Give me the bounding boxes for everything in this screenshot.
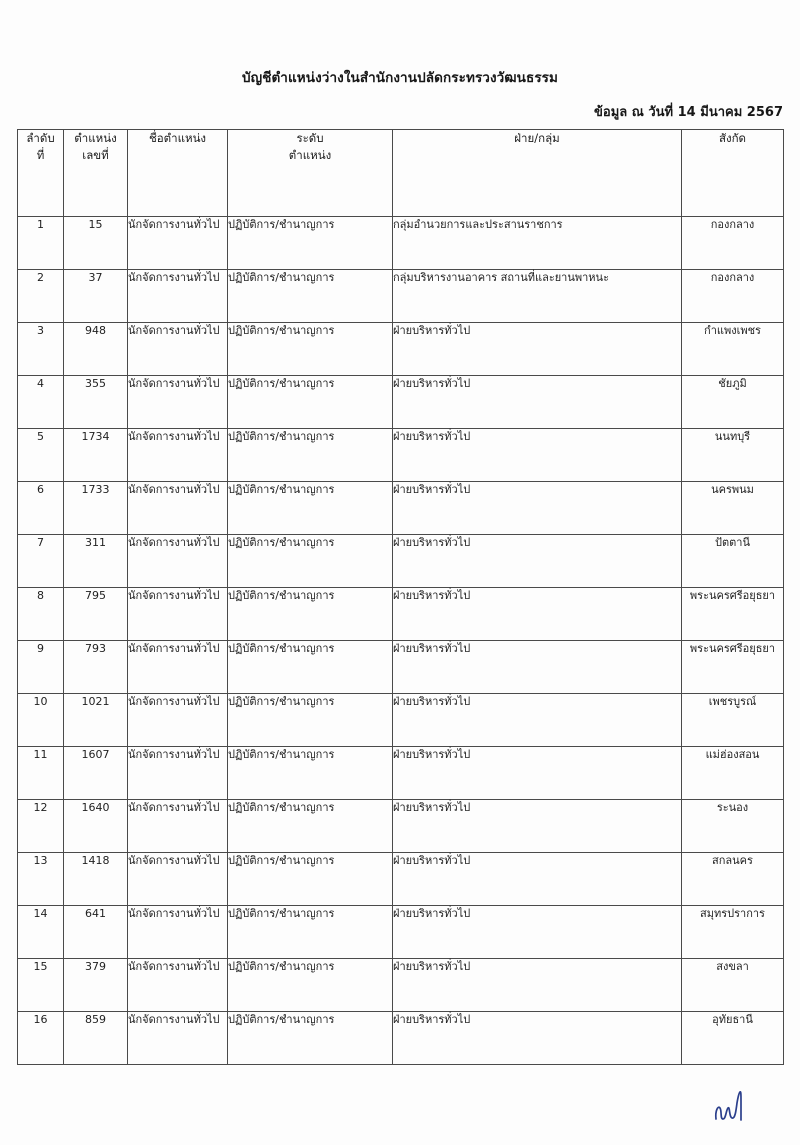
- table-row: [18, 270, 784, 323]
- cell-level: ปฏิบัติการ/ชำนาญการ: [228, 800, 393, 853]
- cell-position-number: 311: [64, 535, 128, 588]
- table-body: [18, 217, 784, 1065]
- cell-affiliation: แม่ฮ่องสอน: [682, 747, 784, 800]
- cell-position-name: นักจัดการงานทั่วไป: [128, 1012, 228, 1065]
- cell-sequence: 6: [18, 482, 64, 535]
- cell-sequence: 9: [18, 641, 64, 694]
- cell-affiliation: กองกลาง: [682, 217, 784, 270]
- cell-level: ปฏิบัติการ/ชำนาญการ: [228, 959, 393, 1012]
- table-row: [18, 429, 784, 482]
- cell-position-number: 948: [64, 323, 128, 376]
- cell-affiliation: ระนอง: [682, 800, 784, 853]
- cell-level: ปฏิบัติการ/ชำนาญการ: [228, 694, 393, 747]
- cell-level: ปฏิบัติการ/ชำนาญการ: [228, 482, 393, 535]
- cell-affiliation: สงขลา: [682, 959, 784, 1012]
- cell-sequence: 12: [18, 800, 64, 853]
- table-row: [18, 323, 784, 376]
- cell-affiliation: นนทบุรี: [682, 429, 784, 482]
- cell-level: ปฏิบัติการ/ชำนาญการ: [228, 535, 393, 588]
- cell-division-group: ฝ่ายบริหารทั่วไป: [393, 535, 682, 588]
- cell-sequence: 8: [18, 588, 64, 641]
- table-header: [18, 130, 784, 217]
- cell-level: ปฏิบัติการ/ชำนาญการ: [228, 217, 393, 270]
- cell-division-group: ฝ่ายบริหารทั่วไป: [393, 853, 682, 906]
- cell-position-number: 793: [64, 641, 128, 694]
- cell-position-name: นักจัดการงานทั่วไป: [128, 376, 228, 429]
- cell-level: ปฏิบัติการ/ชำนาญการ: [228, 853, 393, 906]
- cell-affiliation: พระนครศรีอยุธยา: [682, 588, 784, 641]
- cell-level: ปฏิบัติการ/ชำนาญการ: [228, 429, 393, 482]
- cell-division-group: กลุ่มอำนวยการและประสานราชการ: [393, 217, 682, 270]
- cell-division-group: ฝ่ายบริหารทั่วไป: [393, 323, 682, 376]
- cell-position-name: นักจัดการงานทั่วไป: [128, 747, 228, 800]
- cell-sequence: 4: [18, 376, 64, 429]
- cell-position-name: นักจัดการงานทั่วไป: [128, 959, 228, 1012]
- cell-sequence: 2: [18, 270, 64, 323]
- table-row: [18, 376, 784, 429]
- table-row: [18, 853, 784, 906]
- cell-position-number: 355: [64, 376, 128, 429]
- table-header-row: [18, 130, 784, 217]
- cell-affiliation: นครพนม: [682, 482, 784, 535]
- cell-position-name: นักจัดการงานทั่วไป: [128, 270, 228, 323]
- table-row: [18, 641, 784, 694]
- cell-sequence: 11: [18, 747, 64, 800]
- cell-sequence: 15: [18, 959, 64, 1012]
- cell-division-group: ฝ่ายบริหารทั่วไป: [393, 429, 682, 482]
- cell-position-name: นักจัดการงานทั่วไป: [128, 588, 228, 641]
- cell-division-group: ฝ่ายบริหารทั่วไป: [393, 482, 682, 535]
- cell-division-group: ฝ่ายบริหารทั่วไป: [393, 1012, 682, 1065]
- cell-affiliation: อุทัยธานี: [682, 1012, 784, 1065]
- table-row: [18, 1012, 784, 1065]
- column-header-level: [228, 130, 393, 217]
- vacancy-table: [17, 129, 784, 1065]
- column-header-division-group: ฝ่าย/กลุ่ม: [393, 130, 682, 217]
- cell-sequence: 3: [18, 323, 64, 376]
- table-row: [18, 906, 784, 959]
- cell-position-name: นักจัดการงานทั่วไป: [128, 906, 228, 959]
- column-header-position-number-line2: เลขที่: [82, 148, 109, 162]
- table-row: [18, 588, 784, 641]
- cell-affiliation: ปัตตานี: [682, 535, 784, 588]
- column-header-affiliation: สังกัด: [682, 130, 784, 217]
- cell-position-number: 1021: [64, 694, 128, 747]
- cell-position-number: 379: [64, 959, 128, 1012]
- cell-affiliation: พระนครศรีอยุธยา: [682, 641, 784, 694]
- cell-position-number: 37: [64, 270, 128, 323]
- table-row: [18, 800, 784, 853]
- cell-position-name: นักจัดการงานทั่วไป: [128, 535, 228, 588]
- cell-affiliation: เพชรบูรณ์: [682, 694, 784, 747]
- cell-position-name: นักจัดการงานทั่วไป: [128, 694, 228, 747]
- cell-position-name: นักจัดการงานทั่วไป: [128, 323, 228, 376]
- cell-position-number: 1607: [64, 747, 128, 800]
- cell-level: ปฏิบัติการ/ชำนาญการ: [228, 747, 393, 800]
- cell-level: ปฏิบัติการ/ชำนาญการ: [228, 323, 393, 376]
- cell-position-name: นักจัดการงานทั่วไป: [128, 853, 228, 906]
- column-header-sequence-line1: ลำดับ: [26, 131, 55, 145]
- column-header-sequence: [18, 130, 64, 217]
- column-header-position-number-line1: ตำแหน่ง: [74, 131, 117, 145]
- cell-sequence: 7: [18, 535, 64, 588]
- column-header-position-name: ชื่อตำแหน่ง: [128, 130, 228, 217]
- data-as-of-date: ข้อมูล ณ วันที่ 14 มีนาคม 2567: [594, 105, 783, 120]
- cell-sequence: 10: [18, 694, 64, 747]
- cell-level: ปฏิบัติการ/ชำนาญการ: [228, 641, 393, 694]
- cell-division-group: ฝ่ายบริหารทั่วไป: [393, 747, 682, 800]
- table-row: [18, 694, 784, 747]
- cell-sequence: 16: [18, 1012, 64, 1065]
- table-row: [18, 217, 784, 270]
- cell-position-number: 641: [64, 906, 128, 959]
- cell-affiliation: กำแพงเพชร: [682, 323, 784, 376]
- cell-position-name: นักจัดการงานทั่วไป: [128, 641, 228, 694]
- cell-sequence: 13: [18, 853, 64, 906]
- column-header-position-number: [64, 130, 128, 217]
- cell-position-number: 1640: [64, 800, 128, 853]
- table-row: [18, 535, 784, 588]
- cell-affiliation: ชัยภูมิ: [682, 376, 784, 429]
- cell-position-number: 1418: [64, 853, 128, 906]
- cell-level: ปฏิบัติการ/ชำนาญการ: [228, 270, 393, 323]
- column-header-level-line1: ระดับ: [296, 131, 324, 145]
- table-row: [18, 482, 784, 535]
- cell-level: ปฏิบัติการ/ชำนาญการ: [228, 376, 393, 429]
- cell-division-group: ฝ่ายบริหารทั่วไป: [393, 641, 682, 694]
- cell-position-name: นักจัดการงานทั่วไป: [128, 800, 228, 853]
- column-header-level-line2: ตำแหน่ง: [288, 148, 332, 162]
- cell-position-number: 795: [64, 588, 128, 641]
- cell-position-number: 1734: [64, 429, 128, 482]
- column-header-sequence-line2: ที่: [36, 148, 45, 162]
- cell-affiliation: กองกลาง: [682, 270, 784, 323]
- cell-level: ปฏิบัติการ/ชำนาญการ: [228, 906, 393, 959]
- vacancy-table-container: [17, 129, 783, 1065]
- cell-position-name: นักจัดการงานทั่วไป: [128, 429, 228, 482]
- cell-division-group: ฝ่ายบริหารทั่วไป: [393, 694, 682, 747]
- cell-level: ปฏิบัติการ/ชำนาญการ: [228, 1012, 393, 1065]
- cell-division-group: ฝ่ายบริหารทั่วไป: [393, 959, 682, 1012]
- cell-division-group: ฝ่ายบริหารทั่วไป: [393, 800, 682, 853]
- cell-affiliation: สมุทรปราการ: [682, 906, 784, 959]
- cell-sequence: 14: [18, 906, 64, 959]
- table-row: [18, 959, 784, 1012]
- cell-division-group: ฝ่ายบริหารทั่วไป: [393, 376, 682, 429]
- cell-position-name: นักจัดการงานทั่วไป: [128, 482, 228, 535]
- table-row: [18, 747, 784, 800]
- cell-position-number: 859: [64, 1012, 128, 1065]
- handwritten-signature: [706, 1089, 766, 1129]
- cell-position-number: 1733: [64, 482, 128, 535]
- cell-division-group: ฝ่ายบริหารทั่วไป: [393, 588, 682, 641]
- page-title: บัญชีตำแหน่งว่างในสำนักงานปลัดกระทรวงวัฒนธรรม: [241, 70, 559, 86]
- cell-position-number: 15: [64, 217, 128, 270]
- cell-level: ปฏิบัติการ/ชำนาญการ: [228, 588, 393, 641]
- cell-division-group: ฝ่ายบริหารทั่วไป: [393, 906, 682, 959]
- cell-position-name: นักจัดการงานทั่วไป: [128, 217, 228, 270]
- cell-affiliation: สกลนคร: [682, 853, 784, 906]
- cell-division-group: กลุ่มบริหารงานอาคาร สถานที่และยานพาหนะ: [393, 270, 682, 323]
- cell-sequence: 1: [18, 217, 64, 270]
- cell-sequence: 5: [18, 429, 64, 482]
